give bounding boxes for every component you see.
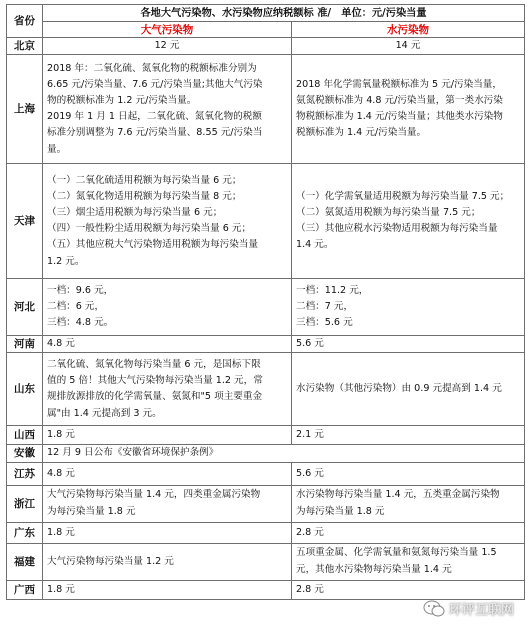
table-row-tianjin xyxy=(7,164,525,279)
air-cell: 大气污染物每污染当量 1.2 元 xyxy=(43,543,292,580)
table-row-anhui xyxy=(7,445,525,462)
province-cell: 上海 xyxy=(7,55,43,164)
table-row-shanxi xyxy=(7,426,525,445)
water-cell: 14 元 xyxy=(292,38,525,55)
air-cell: 一档：9.6 元， 二档：6 元， 三档：4.8 元。 xyxy=(43,279,292,336)
wechat-bubble-icon xyxy=(423,600,445,618)
province-cell: 浙江 xyxy=(7,485,43,522)
province-cell: 广东 xyxy=(7,522,43,543)
water-cell: （一）化学需氧量适用税额为每污染当量 7.5 元； （二）氨氮适用税额为每污染当量 7.5 元； （三）其他应税水污染物适用税额为每污染当量 1.4 元。 xyxy=(292,164,525,279)
table-row-fujian xyxy=(7,543,525,580)
tax-table-document xyxy=(6,4,524,600)
air-cell: 2018 年：二氧化硫、氮氧化物的税额标准分别为 6.65 元/污染当量、7.6 元/污染当量;其他大气污染 物的税额标准为 1.2 元/污染当量。 2019 年 1 月 1 日起，二氧化硫、氮氧化物的税额 标准分别调整为 7.6 元/污染当量、8.55 元/污染当 量。 xyxy=(43,55,292,164)
watermark xyxy=(423,599,514,618)
table-row-shandong xyxy=(7,353,525,426)
province-cell: 福建 xyxy=(7,543,43,580)
table-row-guangxi xyxy=(7,580,525,599)
table-row-hebei xyxy=(7,279,525,336)
province-cell: 山东 xyxy=(7,353,43,426)
column-header-water: 水污染物 xyxy=(292,22,525,38)
merged-cell: 12 月 9 日公布《安徽省环境保护条例》 xyxy=(43,445,525,462)
water-cell: 五项重金属、化学需氧量和氨氮每污染当量 1.5 元，其他水污染物每污染当量 1.4 元 xyxy=(292,543,525,580)
column-header-air: 大气污染物 xyxy=(43,22,292,38)
table-title: 各地大气污染物、水污染物应纳税额标 准/ 单位：元/污染当量 xyxy=(43,5,525,22)
province-cell: 河南 xyxy=(7,336,43,353)
table-row-guangdong xyxy=(7,522,525,543)
water-cell: 2018 年化学需氧量税额标准为 5 元/污染当量， 氨氮税额标准为 4.8 元/污染当量，第一类水污染 物税额标准为 1.4 元/污染当量；其他类水污染物 税额标准为 1.4 元/污染当量。 xyxy=(292,55,525,164)
water-cell: 2.8 元 xyxy=(292,580,525,599)
header-row-title xyxy=(7,5,525,22)
province-cell: 安徽 xyxy=(7,445,43,462)
table-row-shanghai xyxy=(7,55,525,164)
header-row-columns xyxy=(7,22,525,38)
air-cell: 1.8 元 xyxy=(43,580,292,599)
air-cell: 4.8 元 xyxy=(43,336,292,353)
table-row-beijing xyxy=(7,38,525,55)
province-cell: 天津 xyxy=(7,164,43,279)
province-cell: 河北 xyxy=(7,279,43,336)
province-cell: 江苏 xyxy=(7,462,43,485)
table-row-henan xyxy=(7,336,525,353)
air-cell: 4.8 元 xyxy=(43,462,292,485)
water-cell: 2.8 元 xyxy=(292,522,525,543)
table-row-zhejiang xyxy=(7,485,525,522)
water-cell: 5.6 元 xyxy=(292,336,525,353)
province-cell: 广西 xyxy=(7,580,43,599)
watermark-text: 环评互联网 xyxy=(448,603,514,618)
air-cell: 大气污染物每污染当量 1.4 元，四类重金属污染物 为每污染当量 1.8 元 xyxy=(43,485,292,522)
air-cell: 二氧化硫、氮氧化物每污染当量 6 元，是国标下限 值的 5 倍！其他大气污染物每污染当量 1.2 元，常 规排放源排放的化学需氧量、氨氮和"5 项主要重金 属"由 1.4 元提高到 3 元。 xyxy=(43,353,292,426)
water-cell: 5.6 元 xyxy=(292,462,525,485)
table-row-jiangsu xyxy=(7,462,525,485)
header-province: 省份 xyxy=(7,5,43,38)
air-cell: （一）二氧化硫适用税额为每污染当量 6 元； （二）氮氧化物适用税额为每污染当量 8 元； （三）烟尘适用税额为每污染当量 6 元； （四）一般性粉尘适用税额为每污染当量 6 元； （五）其他应税大气污染物适用税额为每污染当量 1.2 元。 xyxy=(43,164,292,279)
province-cell: 山西 xyxy=(7,426,43,445)
water-cell: 2.1 元 xyxy=(292,426,525,445)
water-cell: 一档：11.2 元， 二档：7 元， 三档：5.6 元 xyxy=(292,279,525,336)
water-cell: 水污染物（其他污染物）由 0.9 元提高到 1.4 元 xyxy=(292,353,525,426)
water-cell: 水污染物每污染当量 1.4 元，五类重金属污染物 为每污染当量 1.8 元 xyxy=(292,485,525,522)
air-cell: 12 元 xyxy=(43,38,292,55)
air-cell: 1.8 元 xyxy=(43,522,292,543)
air-cell: 1.8 元 xyxy=(43,426,292,445)
pollutant-tax-table xyxy=(6,4,525,600)
province-cell: 北京 xyxy=(7,38,43,55)
